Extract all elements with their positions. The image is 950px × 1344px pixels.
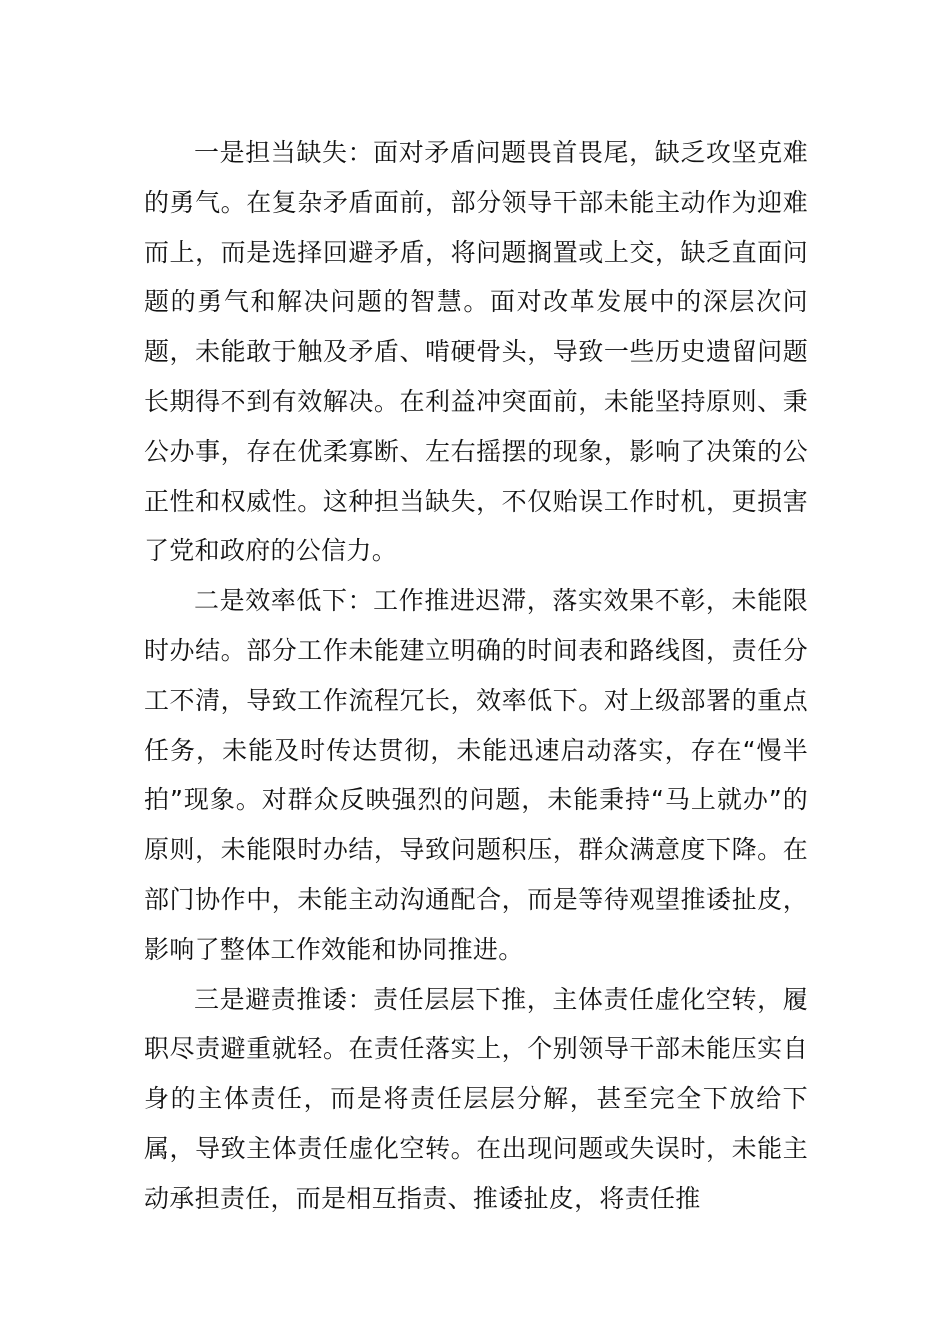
paragraph-shirking-responsibility: 三是避责推诿：责任层层下推，主体责任虚化空转，履职尽责避重就轻。在责任落实上，个别领导干部未能压实自身的主体责任，而是将责任层层分解，甚至完全下放给下属，导致主体责任虚化空转。在出现问题或失误时，未能主动承担责任，而是相互指责、推诿扯皮，将责任推 [144,984,808,1213]
document-body [144,128,808,1224]
paragraph-responsibility-lacking: 一是担当缺失：面对矛盾问题畏首畏尾，缺乏攻坚克难的勇气。在复杂矛盾面前，部分领导干部未能主动作为迎难而上，而是选择回避矛盾，将问题搁置或上交，缺乏直面问题的勇气和解决问题的智慧。面对改革发展中的深层次问题，未能敢于触及矛盾、啃硬骨头，导致一些历史遗留问题长期得不到有效解决。在利益冲突面前，未能坚持原则、秉公办事，存在优柔寡断、左右摇摆的现象，影响了决策的公正性和权威性。这种担当缺失，不仅贻误工作时机，更损害了党和政府的公信力。 [144,138,808,566]
paragraph-low-efficiency: 二是效率低下：工作推进迟滞，落实效果不彰，未能限时办结。部分工作未能建立明确的时间表和路线图，责任分工不清，导致工作流程冗长，效率低下。对上级部署的重点任务，未能及时传达贯彻，未能迅速启动落实，存在“慢半拍”现象。对群众反映强烈的问题，未能秉持“马上就办”的原则，未能限时办结，导致问题积压，群众满意度下降。在部门协作中，未能主动沟通配合，而是等待观望推诿扯皮，影响了整体工作效能和协同推进。 [144,586,808,964]
